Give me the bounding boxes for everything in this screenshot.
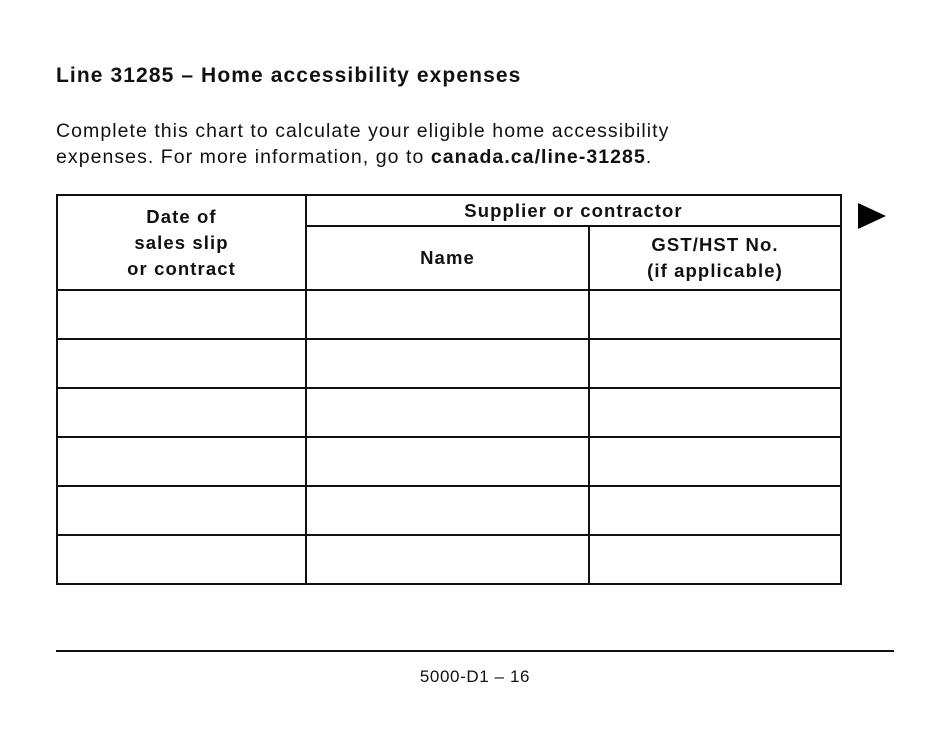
right-arrow-icon [858,203,886,229]
header-supplier-group: Supplier or contractor [306,195,841,226]
page-footer: 5000-D1 – 16 [419,667,531,686]
gst-cell[interactable] [589,437,841,486]
intro-text [56,118,876,170]
name-cell[interactable] [306,388,589,437]
date-cell[interactable] [57,388,306,437]
header-gst-hst: GST/HST No. (if applicable) [589,226,841,290]
name-cell[interactable] [306,339,589,388]
footer-divider [56,650,894,652]
date-cell[interactable] [57,486,306,535]
table-row [57,535,841,584]
line-31285-link[interactable]: canada.ca/line-31285 [430,146,646,168]
intro-line-1: Complete this chart to calculate your eligible home accessibility [56,120,670,142]
date-cell[interactable] [57,535,306,584]
name-cell[interactable] [306,486,589,535]
table-row [57,437,841,486]
expenses-table [56,194,842,585]
header-date: Date of sales slip or contract [57,195,306,290]
gst-cell[interactable] [589,486,841,535]
date-cell[interactable] [57,437,306,486]
table-row [57,290,841,339]
header-name: Name [306,226,589,290]
date-cell[interactable] [57,339,306,388]
table-row [57,388,841,437]
name-cell[interactable] [306,290,589,339]
gst-cell[interactable] [589,290,841,339]
intro-period: . [645,146,653,168]
name-cell[interactable] [306,437,589,486]
name-cell[interactable] [306,535,589,584]
page-heading: Line 31285 – Home accessibility expenses [56,64,522,87]
intro-line-2: expenses. For more information, go to [56,146,431,168]
date-cell[interactable] [57,290,306,339]
table-row [57,486,841,535]
table-row [57,339,841,388]
gst-cell[interactable] [589,388,841,437]
gst-cell[interactable] [589,339,841,388]
gst-cell[interactable] [589,535,841,584]
